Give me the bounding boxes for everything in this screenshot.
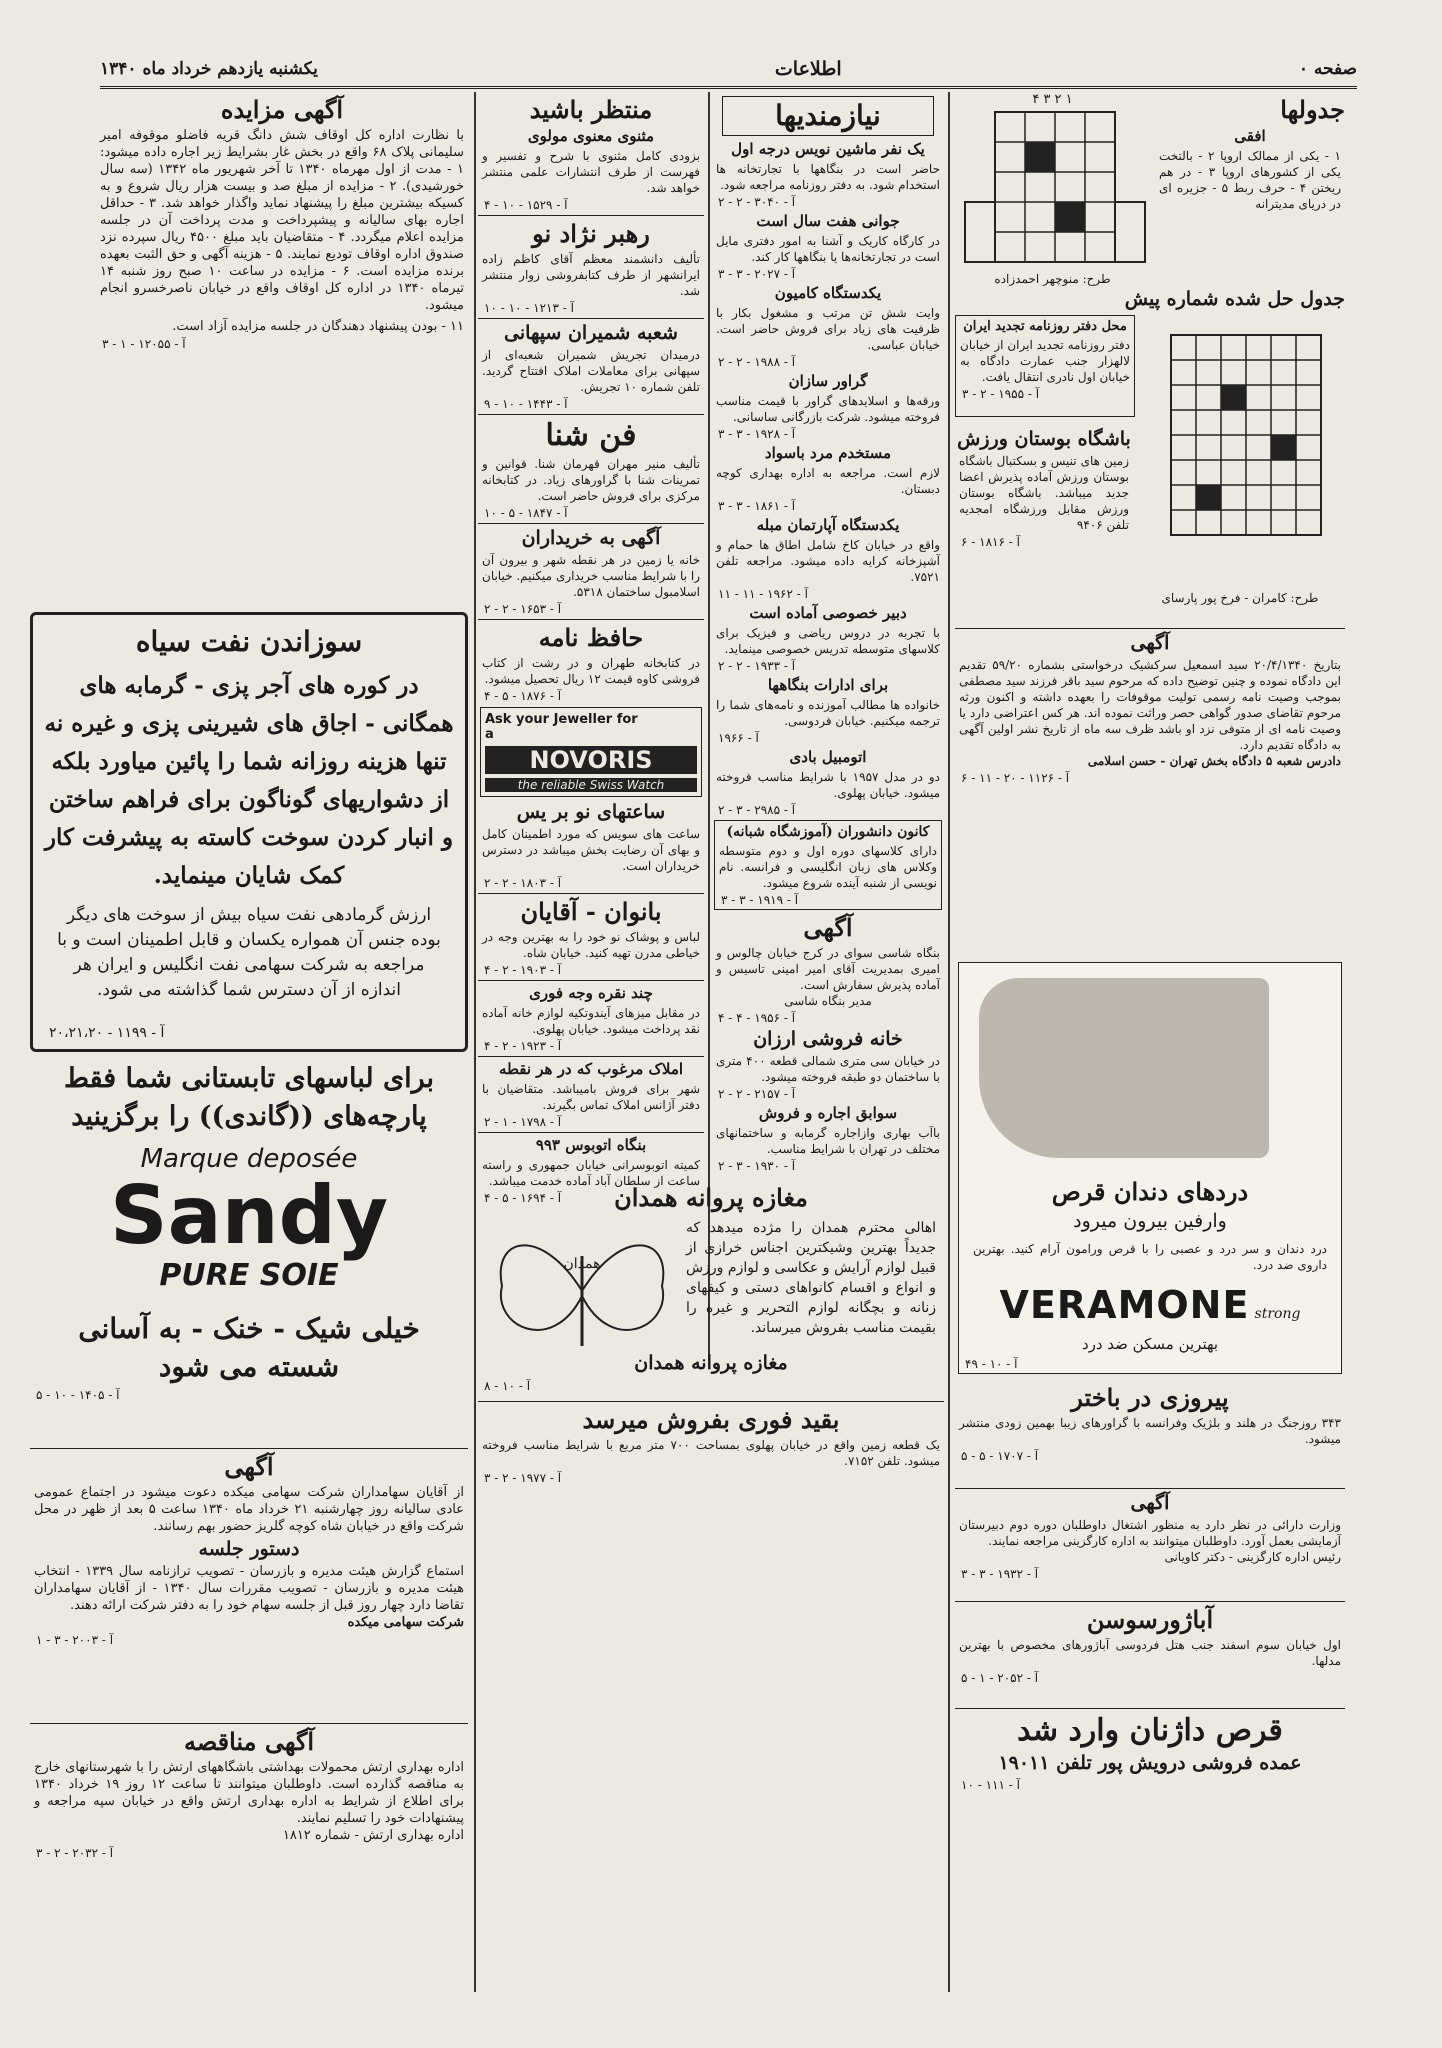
- truck-title: یکدستگاه کامیون: [774, 284, 882, 302]
- abazhour-title: آباژورسوسن: [1086, 1605, 1214, 1634]
- butterfly-logo: [482, 1216, 682, 1366]
- office-code: آ - ۱۹۵۵ - ۲ - ۳: [962, 387, 1040, 401]
- branch-ad: [478, 322, 704, 411]
- shareholders-title: آگهی: [224, 1452, 274, 1481]
- finance-title: آگهی: [1130, 1492, 1170, 1514]
- uni-ad: [712, 676, 944, 745]
- typist-title: یک نفر ماشین نویس درجه اول: [731, 140, 925, 158]
- naft-lines: [33, 667, 465, 895]
- veramone-body: درد دندان و سر درد و عصبی را با قرص ورامون آرام کنید. بهترین داروی ضد درد.: [973, 1242, 1327, 1272]
- woman-photo: [979, 978, 1269, 1158]
- crossword-across: افقی: [1234, 127, 1266, 145]
- watches-ad: [478, 801, 704, 890]
- literate-code: آ - ۱۸۶۱ - ۳ - ۳: [718, 499, 796, 513]
- buyers-code: آ - ۱۶۵۳ - ۲ - ۲: [484, 602, 562, 616]
- sandy-sub: PURE SOIE: [159, 1258, 339, 1293]
- estate-code: آ - ۱۷۹۸ - ۱ - ۲: [484, 1115, 562, 1129]
- uni-title: برای ادارات بنگاهها: [767, 676, 889, 694]
- veramone-headline1: دردهای دندان قرص: [1051, 1177, 1249, 1206]
- classifieds-title: نیازمندیها: [722, 96, 934, 136]
- agency-code: آ - ۱۶۹۴ - ۵ - ۴: [484, 1191, 562, 1205]
- buyers-ad: [478, 527, 704, 616]
- wait-title: منتظر باشید: [529, 95, 653, 124]
- branch-title: شعبه شمیران سپهانی: [504, 322, 678, 344]
- column-rule: [474, 92, 476, 1992]
- court-title: آگهی: [1130, 632, 1170, 654]
- pills-ad: [955, 1705, 1345, 1805]
- tender-code: آ - ۲۰۳۲ - ۲ - ۳: [36, 1846, 114, 1860]
- shareholders-code: آ - ۲۰۰۳ - ۳ - ۱: [36, 1633, 114, 1647]
- naft-line: همگانی - اجاق های شیرینی پزی و غیره نه: [44, 710, 454, 737]
- sandy-slogan: [30, 1310, 468, 1440]
- pills-code: آ - ۱۱۱ - ۱۰: [961, 1778, 1020, 1792]
- shareholders-body: از آقایان سهامداران شرکت سهامی میکده دعوت میشود در اجتماع عمومی عادی سالیانه روز چهارشنبه ۲۱ خرداد ماه ۱۳۴۰ ساعت ۵ بعد از ظهر در محل شرکت واقع در خیابان شاه کوچه گلریز حضور بهم رسانند.: [34, 1485, 465, 1534]
- academy-title: کانون دانشوران (آموزشگاه شبانه): [726, 824, 930, 840]
- ladies-title: بانوان - آقایان: [520, 897, 662, 926]
- agahi2-ad: [712, 913, 944, 1025]
- sandy-line2: پارچه‌های ((گاندی)) را برگزینید: [71, 1101, 427, 1132]
- victory-body: ۳۴۳ روزجنگ در هلند و بلژیک وفرانسه با گراورهای زیبا بهمین زودی منتشر میشود.: [959, 1416, 1341, 1446]
- academy-ad: [714, 820, 942, 910]
- land-body: یک قطعه زمین واقع در خیابان پهلوی بمساحت ۷۰۰ متر مربع با شرایط مناسب فروخته میشود. تلفن ۷۱۵۲.: [482, 1438, 940, 1468]
- exchange-body: باآب بهاری وازاجاره گرمابه و ساختمانهای مختلف در تهران با شرایط مناسب.: [716, 1126, 940, 1156]
- uni-code: آ - ۱۹۶۶: [718, 731, 759, 745]
- naft-ad: [30, 612, 468, 1052]
- watches-title: ساعتهای نو بر یس: [516, 801, 666, 823]
- naft-line: و انبار کردن سوخت کاسته به پیشرفت کار: [44, 824, 454, 851]
- truck-ad: [712, 284, 944, 369]
- typist-code: آ - ۳۰۴۰ - ۲ - ۲: [718, 195, 796, 209]
- guide-title: رهبر نژاد نو: [532, 219, 650, 248]
- exchange-ad: [712, 1104, 944, 1173]
- hafez-code: آ - ۱۸۷۶ - ۵ - ۴: [484, 689, 562, 703]
- small-ads-column: [478, 92, 704, 1205]
- club-title: باشگاه بوستان ورزش: [957, 428, 1131, 450]
- furnished-ad: [712, 516, 944, 601]
- sandy-marque: Marque deposée: [140, 1144, 358, 1174]
- classifieds-column: [712, 92, 944, 1357]
- solved-title: جدول حل شده شماره پیش: [1124, 288, 1345, 310]
- youth-code: آ - ۲۰۲۷ - ۳ - ۳: [718, 267, 796, 281]
- land-code: آ - ۱۹۷۷ - ۲ - ۳: [484, 1471, 562, 1485]
- veramone-strong: strong: [1254, 1306, 1301, 1322]
- pills-sub: عمده فروشی درویش پور تلفن ۱۹۰۱۱: [998, 1752, 1302, 1774]
- auto-title: اتومبیل بادی: [789, 748, 867, 766]
- solved-crossword-box: [955, 285, 1345, 625]
- solved-author: طرح: کامران - فرخ پور پارسای: [1161, 591, 1319, 605]
- silver-ad: [478, 984, 704, 1053]
- office-ad: [955, 315, 1135, 417]
- abazhour-body: اول خیابان سوم اسفند جنب هتل فردوسی آباژورهای مخصوص با بهترین مدلها.: [959, 1638, 1341, 1668]
- wait-code: آ - ۱۵۲۹ - ۱۰ - ۴: [484, 198, 568, 212]
- watches-body: ساعت های سویس که مورد اطمینان کامل و بهای آن رضایت بخش میباشد در دسترس خریداران است.: [482, 827, 700, 873]
- silver-body: در مقابل میزهای آیندوتکیه لوازم خانه آماده نقد پرداخت میشود. خیابان پهلوی.: [482, 1006, 700, 1036]
- teacher-ad: [712, 604, 944, 673]
- agenda-title: دستور جلسه: [198, 1538, 300, 1560]
- estate-title: املاک مرغوب که در هر نقطه: [498, 1060, 684, 1078]
- agahi2-sign: مدیر بنگاه شاسی: [784, 994, 872, 1008]
- agency-title: بنگاه اتوبوس ۹۹۳: [535, 1136, 647, 1154]
- furnished-body: واقع در خیابان کاخ شامل اطاق ها حمام و آشپزخانه کرایه داده میشود. مراجعه تلفن ۷۵۲۱.: [716, 538, 940, 584]
- court-body: بتاریخ ۲۰/۴/۱۳۴۰ سید اسمعیل سرکشیک درخواستی بشماره ۵۹/۲۰ تقدیم این دادگاه نموده و چنین توضیح داده که مرحوم سید باقر فرزند سید مصطفی بموجب وصیت نامه رسمی تولیت موقوفات را بعهده داشته و اکنون ورثه مرحوم تقاضای صدور گواهی حصر وراثت نموده اند. هر کس اعتراضی دارد یا وصیت نامه ای از متوفی نزد او باشد ظرف سه ماه از تاریخ نشر اولین آگهی به دادگاه تقدیم دارد.: [959, 658, 1341, 752]
- ladies-code: آ - ۱۹۰۳ - ۲ - ۴: [484, 963, 562, 977]
- page-header: [100, 52, 1357, 89]
- auction-code: آ - ۱۲۰۵۵ - ۱ - ۳: [102, 337, 186, 351]
- court-code: آ - ۱۱۲۶ - ۲۰ - ۱۱ - ۶: [961, 771, 1070, 785]
- typist-ad: [712, 140, 944, 209]
- victory-code: آ - ۱۷۰۷ - ۵ - ۵: [961, 1449, 1039, 1463]
- office-body: دفتر روزنامه تجدید ایران از خیابان لالهزار جنب عمارت دادگاه به خیابان اول نادری انتقال یافت.: [960, 338, 1130, 384]
- guide-ad: [478, 219, 704, 315]
- ladies-ad: [478, 897, 704, 977]
- ladies-body: لباس و پوشاک نو خود را به بهترین وجه در خیاطی مدرن تهیه کنید. خیابان شاه.: [482, 930, 700, 960]
- sandy-code: آ - ۱۴۰۵ - ۱۰ - ۵: [36, 1388, 120, 1402]
- agahi2-code: آ - ۱۹۵۶ - ۴ - ۴: [718, 1011, 796, 1025]
- crossword-grid: [955, 107, 1150, 267]
- abazhour-code: آ - ۲۰۵۲ - ۱ - ۵: [961, 1671, 1039, 1685]
- abazhour-ad: [955, 1598, 1345, 1698]
- court-sign: دادرس شعبه ۵ دادگاه بخش تهران - حسن اسلامی: [1087, 754, 1341, 768]
- shareholders-ad: [30, 1445, 468, 1720]
- typist-body: حاضر است در بنگاهها با تجارتخانه ها استخدام شود. به دفتر روزنامه مراجعه شود.: [716, 162, 940, 192]
- youth-ad: [712, 212, 944, 281]
- auto-code: آ - ۲۹۸۵ - ۳ - ۲: [718, 803, 796, 817]
- veramone-foot: بهترین مسکن ضد درد: [1081, 1335, 1219, 1353]
- court-ad: [955, 625, 1345, 965]
- sandy-brand: Sandy: [110, 1169, 388, 1262]
- fanshena-code: آ - ۱۸۴۷ - ۵ - ۱۰: [484, 506, 568, 520]
- tender-foot: اداره بهداری ارتش - شماره ۱۸۱۲: [282, 1828, 464, 1843]
- novoris-brand: NOVORIS: [485, 746, 697, 774]
- engraver-title: گراور سازان: [788, 372, 868, 390]
- teacher-code: آ - ۱۹۳۳ - ۲ - ۲: [718, 659, 796, 673]
- sandy-slogan2: شسته می شود: [158, 1350, 340, 1383]
- veramone-headline2: وارفين بيرون ميرود: [1073, 1210, 1227, 1232]
- shop-body: اهالی محترم همدان را مژده میدهد که جدیداً بهترین وشیکترین اجناس خرازی از قبیل لوازم آرایش و عکاسی و لوازم ورزش و انواع و اقسام کانواهای دستی و کیفهای زنانه و بچگانه لوازم التحریر و غیره را بقیمت مناسب بفروش میرساند.: [686, 1220, 936, 1336]
- auction-end: ۱۱ - بودن پیشنهاد دهندگان در جلسه مزایده آزاد است.: [172, 319, 464, 334]
- page-number: صفحه ۰: [1298, 59, 1357, 79]
- wait-ad: [478, 95, 704, 212]
- house-code: آ - ۲۱۵۷ - ۲ - ۲: [718, 1087, 796, 1101]
- hafez-title: حافظ نامه: [538, 623, 644, 652]
- paper-name: اطلاعات: [774, 58, 842, 80]
- truck-body: وایت شش تن مرتب و مشغول بکار با ظرفیت های زیاد برای فروش حاضر است. خیابان عباسی.: [716, 306, 940, 352]
- house-body: در خیابان سی متری شمالی قطعه ۴۰۰ متری با ساختمان دو طبقه فروخته میشود.: [716, 1054, 940, 1084]
- youth-title: جوانی هفت سال است: [756, 212, 900, 230]
- shop-title: مغازه پروانه همدان: [614, 1183, 808, 1212]
- crossword-col-numbers: ۴ ۳ ۲ ۱: [1032, 92, 1073, 107]
- auction-body: با نظارت اداره کل اوقاف شش دانگ قریه فاضلو موقوفه امیر سلیمانی پلاک ۶۸ واقع در بخش غار بشرایط زیر اجاره داده میشود: ۱ - مدت از اول مهرماه ۱۳۴۰ تا آخر شهریور ماه ۱۳۴۲ (سه سال خورشیدی). ۲ - مزایده از مبلغ صد و بیست هزار ریال شروع و به کسیکه بیشترین مبلغ را پیشنهاد نماید واگذار خواهد شد. ۳ - حداقل اجاره بهای سالیانه و پیشپرداخت و مدت پرداخت آن در جلسه مزایده اعلام میگردد. ۴ - متقاضیان باید مبلغ ۴۵۰۰ ریال سپرده نزد صندوق اداره اوقاف تودیع نمایند. ۵ - هزینه آگهی و حق الثبت بعهده برنده مزایده است. ۶ - مزایده در ساعت ۱۰ صبح روز شنبه ۱۴ تیرماه ۱۳۴۰ در اداره کل اوقاف واقع در خیابان ناصرخسرو انجام میشود.: [100, 128, 464, 313]
- sandy-ad: [30, 1060, 468, 1310]
- wait-body: بزودی کامل مثنوی با شرح و تفسیر و فهرست از طرف انتشارات علمی منتشر خواهد شد.: [482, 149, 700, 195]
- auction-title: آگهی مزایده: [220, 95, 344, 124]
- finance-code: آ - ۱۹۳۲ - ۳ - ۳: [961, 1567, 1039, 1581]
- naft-line: تنها هزینه روزانه شما را پائین میاورد بلکه: [51, 748, 447, 775]
- naft-line: از دشواریهای گوناگون برای فراهم ساختن: [48, 786, 450, 813]
- wait-sub: مثنوی معنوی مولوی: [527, 127, 655, 145]
- auto-ad: [712, 748, 944, 817]
- club-code: آ - ۱۸۱۶ - ۶: [961, 535, 1020, 549]
- fanshena-title: فن شنا: [545, 418, 637, 453]
- agahi2-title: آگهی: [803, 913, 853, 942]
- uni-body: خانواده ها مطالب آموزنده و نامه‌های شما را ترجمه میکنیم. خیابان فردوسی.: [716, 698, 940, 728]
- truck-code: آ - ۱۹۸۸ - ۲ - ۲: [718, 355, 796, 369]
- issue-date: یکشنبه یازدهم خرداد ماه ۱۳۴۰: [100, 59, 318, 79]
- novoris-a: a: [485, 727, 494, 742]
- shareholders-sign: شرکت سهامی میکده: [347, 1615, 464, 1630]
- naft-title: سوزاندن نفت سیاه: [135, 625, 363, 658]
- agency-body: کمیته اتوبوسرانی خیابان جمهوری و راسته ساعت از سلطان آباد آماده خدمت میباشد.: [482, 1158, 700, 1188]
- column-rule: [948, 92, 950, 1992]
- silver-code: آ - ۱۹۲۳ - ۲ - ۴: [484, 1039, 562, 1053]
- auto-body: دو در مدل ۱۹۵۷ با شرایط مناسب فروخته میشود. خیابان پهلوی.: [716, 770, 940, 800]
- novoris-tagline: the reliable Swiss Watch: [485, 778, 697, 792]
- house-ad: [712, 1028, 944, 1101]
- shop-sign: مغازه پروانه همدان: [634, 1352, 788, 1374]
- branch-body: درمیدان تجریش شمیران شعبه‌ای از سپهانی برای معاملات املاک افتتاح گردید. تلفن شماره ۱۰ تجریش.: [482, 348, 700, 394]
- club-ad: [955, 425, 1133, 551]
- tender-title: آگهی مناقصه: [183, 1727, 315, 1756]
- fanshena-body: تألیف منیر مهران قهرمان شنا. قوانین و تمرینات شنا با گراورهای زیاد. در کتابخانه مرکزی برای فروش حاضر است.: [482, 457, 700, 503]
- naft-line: در کوره های آجر پزی - گرمابه های: [79, 672, 419, 699]
- naft-code: آ - ۱۱۹۹ - ۲۰،۲۱،۲۰: [49, 1025, 165, 1041]
- land-sale-ad: [478, 1398, 944, 1498]
- crossword-clues: ۱ - یکی از ممالک اروپا ۲ - بالتخت یکی از کشورهای اروپا ۳ - در هم ریختن ۴ - حرف ربط ۵ - جزیره ای در دریای مدیترانه: [1159, 149, 1341, 211]
- academy-code: آ - ۱۹۱۹ - ۳ - ۳: [721, 893, 799, 907]
- naft-body: ارزش گرمادهی نفت سیاه بیش از سوخت های دیگر بوده جنس آن همواره یکسان و قابل اطمینان است و با مراجعه به شرکت سهامی نفت انگلیس و ایران هر اندازه از آن دسترس شما گذاشته می شود.: [57, 905, 441, 1000]
- buyers-body: خانه یا زمین در هر نقطه شهر و بیرون آن را با شرایط مناسب خریداری میکنیم. خیابان اسلامبول ساختمان ۵۳۱۸.: [482, 553, 700, 599]
- estate-body: شهر برای فروش بامیباشد. متقاضیان با دفتر آژانس املاک تماس بگیرند.: [482, 1082, 700, 1112]
- finance-body: وزارت دارائی در نظر دارد به منظور اشتغال داوطلبان دوره دوم دبیرستان آزمایشی بعمل آورد. داوطلبان میتوانند به اداره کارگزینی مراجعه نمایند.: [959, 1518, 1341, 1548]
- office-title: محل دفتر روزنامه تجدید ایران: [963, 319, 1127, 334]
- tender-ad: [30, 1720, 468, 1895]
- youth-body: در کارگاه کاریک و آشنا به امور دفتری مایل است در تجارتخانه‌ها یا بنگاهها کار کند.: [716, 234, 940, 264]
- hafez-ad: [478, 623, 704, 703]
- auction-ad: [96, 92, 468, 612]
- naft-line: کمک شایان مینماید.: [153, 862, 345, 889]
- teacher-title: دبیر خصوصی آماده است: [749, 604, 907, 622]
- veramone-code: آ - ۱۰ - ۴۹: [965, 1357, 1018, 1371]
- finance-ad: [955, 1485, 1345, 1595]
- exchange-code: آ - ۱۹۳۰ - ۳ - ۲: [718, 1159, 796, 1173]
- sandy-line1: برای لباسهای تابستانی شما فقط: [63, 1063, 435, 1094]
- house-title: خانه فروشی ارزان: [753, 1028, 903, 1050]
- literate-title: مستخدم مرد باسواد: [764, 444, 892, 462]
- guide-body: تألیف دانشمند معظم آقای کاظم زاده ایرانشهر از طرف کتابفروشی زوار منتشر شد.: [482, 252, 700, 298]
- guide-code: آ - ۱۲۱۳ - ۱۰ - ۱۰: [484, 301, 574, 315]
- engraver-code: آ - ۱۹۲۸ - ۳ - ۳: [718, 427, 796, 441]
- victory-title: پیروزی در باختر: [1071, 1383, 1229, 1412]
- land-title: بقید فوری بفروش میرسد: [582, 1405, 840, 1434]
- victory-ad: [955, 1380, 1345, 1480]
- engraver-body: ورقه‌ها و اسلایدهای گراور با قیمت مناسب فروخته میشود. شرکت بازرگانی ساسانی.: [716, 394, 940, 424]
- fanshena-ad: [478, 418, 704, 520]
- agenda-body: استماع گزارش هیئت مدیره و بازرسان - تصویب ترازنامه سال ۱۳۳۹ - انتخاب هیئت مدیره و بازرسان - تصویب مقررات سال ۱۳۴۰ - از آقایان سهامداران تقاضا دارد چهار روز قبل از جلسه سهام خود را به دفتر شرکت ارائه دهند.: [34, 1564, 465, 1613]
- exchange-title: سوابق اجاره و فروش: [758, 1104, 898, 1122]
- sandy-slogan1: خیلی شیک - خنک - به آسانی: [78, 1312, 420, 1345]
- furnished-code: آ - ۱۹۶۲ - ۱۱ - ۱۱: [718, 587, 808, 601]
- crossword-title: جدولها: [1280, 95, 1345, 124]
- agahi2-body: بنگاه شاسی سوای در کرج خیابان چالوس و امیری بمدیریت آقای امیر امینی تاسیس و آماده پذیرش سفارش است.: [716, 946, 940, 992]
- furnished-title: یکدستگاه آپارتمان مبله: [756, 516, 900, 534]
- academy-body: دارای کلاسهای دوره اول و دوم متوسطه وکلاس های زبان انگلیسی و فرانسه. نام نویسی از شنبه آینده شروع میشود.: [719, 844, 937, 890]
- solved-crossword-grid: [1141, 315, 1341, 565]
- branch-code: آ - ۱۴۴۳ - ۱۰ - ۹: [484, 397, 568, 411]
- column-rule: [708, 92, 710, 1357]
- teacher-body: با تجربه در دروس ریاضی و فیزیک برای کلاسهای متوسطه تدریس خصوصی مینماید.: [716, 626, 940, 656]
- tender-body: اداره بهداری ارتش محمولات بهداشتی باشگاههای ارتش را با شهرستانهای خارج به مناقصه گذارده است. داوطلبان میتوانند تا ساعت ۱۲ روز ۱۹ خرداد ۱۳۴۰ برای اطلاع از شرایط به اداره بهداری ارتش واقع در خیابان سپه مراجعه و پیشنهادات خود را تسلیم نمایند.: [34, 1760, 464, 1826]
- hafez-body: در کتابخانه طهران و در رشت از کتاب فروشی کاوه قیمت ۱۲ ریال تحصیل میشود.: [482, 656, 700, 686]
- estate-ad: [478, 1060, 704, 1129]
- novoris-ad: [480, 707, 702, 797]
- buyers-title: آگهی به خریداران: [521, 527, 661, 549]
- shop-code: آ - ۱۰ - ۸: [484, 1379, 531, 1393]
- watches-code: آ - ۱۸۰۳ - ۲ - ۲: [484, 876, 562, 890]
- literate-body: لازم است. مراجعه به اداره بهداری کوچه دبستان.: [716, 466, 940, 496]
- club-body: زمین های تنیس و بسکتبال باشگاه بوستان ورزش آماده پذیرش اعضا جدید میباشد. باشگاه بوستان ورزش مقابل ورزشگاه امجدیه تلفن ۹۴۰۶: [959, 454, 1129, 532]
- finance-sign: رئیس اداره کارگزینی - دکتر کاویانی: [1164, 1550, 1341, 1564]
- literate-ad: [712, 444, 944, 513]
- pills-title: قرص داژنان وارد شد: [1017, 1713, 1283, 1748]
- veramone-brand: VERAMONE: [999, 1283, 1250, 1327]
- novoris-ask: Ask your Jeweller for: [485, 712, 638, 727]
- silver-title: چند نقره وجه فوری: [529, 984, 653, 1002]
- crossword-author: طرح: منوچهر احمدزاده: [994, 272, 1111, 286]
- engraver-ad: [712, 372, 944, 441]
- parvaneh-shop-ad: [478, 1180, 944, 1395]
- veramone-ad: [958, 962, 1342, 1374]
- butterfly-logo-text: همدان: [563, 1256, 601, 1272]
